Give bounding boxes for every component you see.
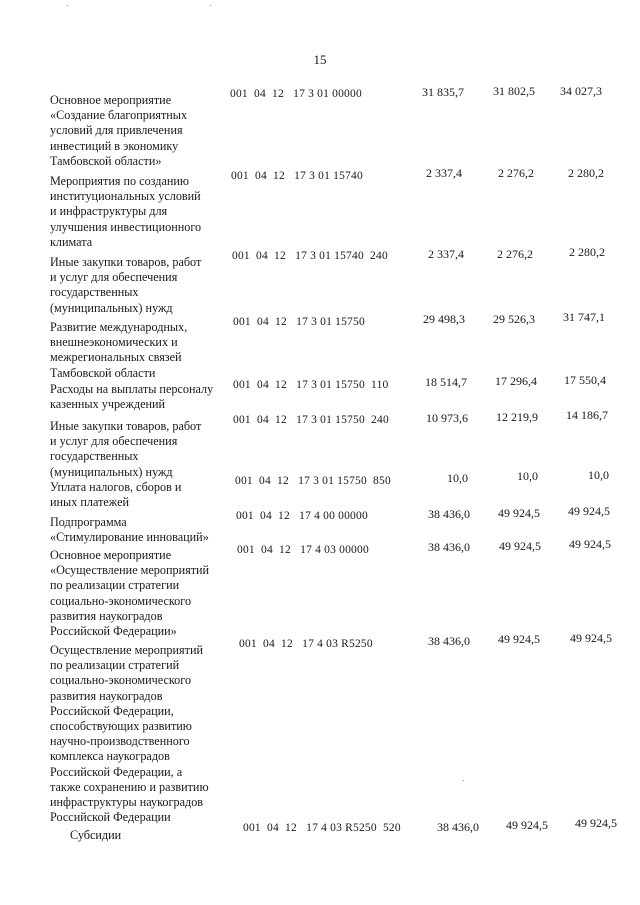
row-name: Осуществление мероприятий по реализации стратегий социально-экономического развития наукоградов Российской Федерации, способствующих развитию научно-производственного комплекса наукоградов Российской Федерации, а также сохранению и развитию инфраструктуры наукоградов Российской Федерации (50, 643, 209, 825)
row-value-1: 38 436,0 (428, 634, 470, 648)
row-value-1: 38 436,0 (428, 540, 470, 554)
row-value-2: 49 924,5 (498, 506, 540, 520)
row-value-1: 31 835,7 (422, 85, 464, 99)
row-value-2: 49 924,5 (506, 818, 548, 832)
row-code: 001 04 12 17 3 01 15750 110 (233, 379, 389, 391)
row-value-2: 49 924,5 (498, 632, 540, 646)
row-value-3: 34 027,3 (560, 84, 602, 98)
row-code: 001 04 12 17 3 01 15750 850 (235, 475, 391, 487)
row-code: 001 04 12 17 4 03 R5250 (239, 638, 373, 650)
row-value-3: 2 280,2 (568, 166, 604, 180)
row-name: Иные закупки товаров, работ и услуг для обеспечения государственных (муниципальных) нужд (50, 255, 202, 315)
row-code: 001 04 12 17 4 03 00000 (237, 544, 369, 556)
row-name: Мероприятия по созданию институциональных условий и инфраструктуры для улучшения инвестиционного климата (50, 174, 202, 249)
row-value-3: 10,0 (588, 468, 609, 482)
row-code: 001 04 12 17 3 01 15750 240 (233, 414, 389, 426)
row-value-3: 49 924,5 (569, 537, 611, 551)
row-code: 001 04 12 17 3 01 15740 (231, 170, 363, 182)
scan-speck (463, 780, 464, 781)
row-value-3: 31 747,1 (563, 310, 605, 324)
row-value-2: 2 276,2 (497, 247, 533, 261)
row-name: Расходы на выплаты персоналу казенных учреждений (50, 382, 214, 412)
row-code: 001 04 12 17 3 01 15750 (233, 316, 365, 328)
row-name: Субсидии (70, 828, 122, 842)
row-name: Основное мероприятие «Осуществление мероприятий по реализации стратегии социально-экономического развития наукоградов Российской Федерации» (50, 548, 210, 639)
row-value-3: 2 280,2 (569, 245, 605, 259)
row-name: Уплата налогов, сборов и иных платежей (50, 480, 182, 510)
row-name: Иные закупки товаров, работ и услуг для обеспечения государственных (муниципальных) нужд (50, 419, 202, 479)
row-value-3: 14 186,7 (566, 408, 608, 422)
row-value-2: 2 276,2 (498, 166, 534, 180)
row-code: 001 04 12 17 3 01 15740 240 (232, 250, 388, 262)
row-value-1: 18 514,7 (425, 375, 467, 389)
row-value-2: 17 296,4 (495, 374, 537, 388)
row-code: 001 04 12 17 3 01 00000 (230, 88, 362, 100)
row-code: 001 04 12 17 4 00 00000 (236, 510, 368, 522)
row-code: 001 04 12 17 4 03 R5250 520 (243, 822, 401, 834)
scan-speck (67, 5, 68, 6)
row-value-2: 29 526,3 (493, 312, 535, 326)
row-value-2: 12 219,9 (496, 410, 538, 424)
row-value-1: 10 973,6 (426, 411, 468, 425)
row-value-3: 17 550,4 (564, 373, 606, 387)
row-value-3: 49 924,5 (570, 631, 612, 645)
row-name: Развитие международных, внешнеэкономических и межрегиональных связей Тамбовской области (50, 320, 188, 380)
row-value-2: 10,0 (517, 469, 538, 483)
row-value-1: 38 436,0 (428, 507, 470, 521)
row-value-3: 49 924,5 (575, 816, 617, 830)
row-value-2: 31 802,5 (493, 84, 535, 98)
scan-speck (210, 5, 211, 6)
row-name: Подпрограмма «Стимулирование инноваций» (50, 515, 209, 545)
row-value-1: 29 498,3 (423, 312, 465, 326)
row-name: Основное мероприятие «Создание благоприятных условий для привлечения инвестиций в экономику Тамбовской области» (50, 93, 188, 168)
page-number: 15 (313, 52, 327, 67)
row-value-1: 2 337,4 (428, 247, 464, 261)
row-value-1: 2 337,4 (426, 166, 462, 180)
row-value-2: 49 924,5 (499, 539, 541, 553)
row-value-1: 38 436,0 (437, 820, 479, 834)
row-value-1: 10,0 (447, 471, 468, 485)
row-value-3: 49 924,5 (568, 504, 610, 518)
